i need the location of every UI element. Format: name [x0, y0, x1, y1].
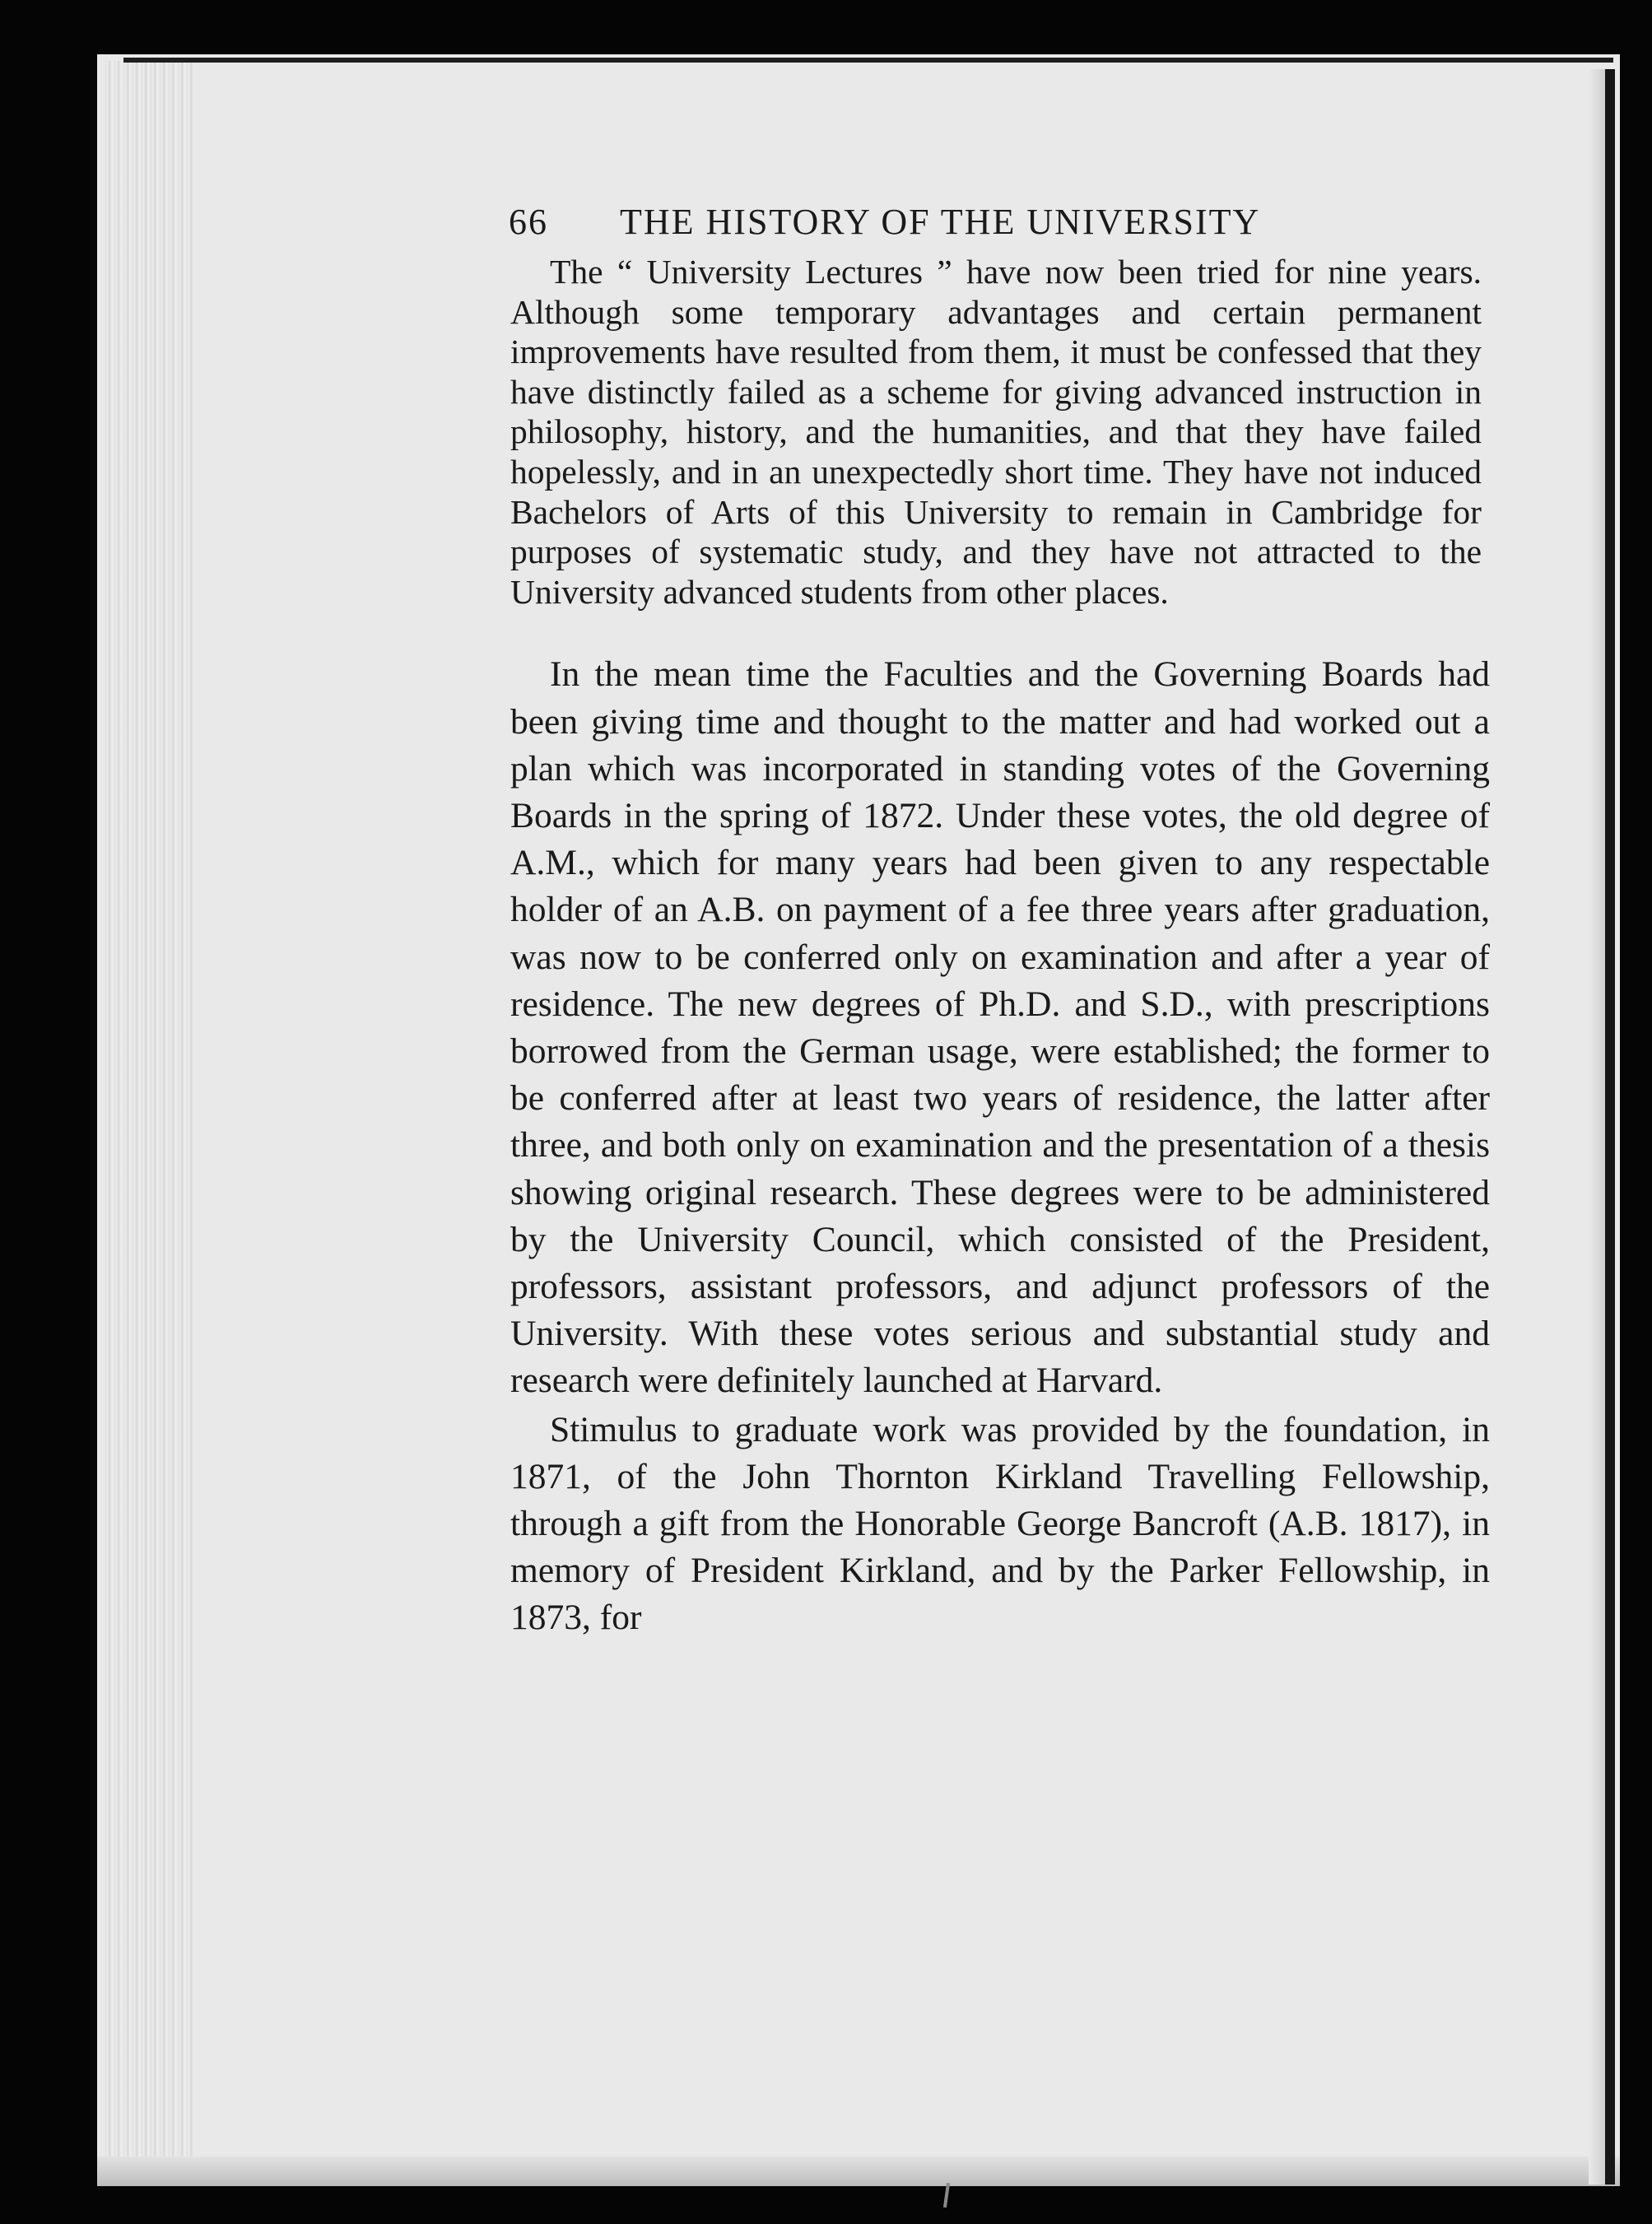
running-head-title: THE HISTORY OF THE UNIVERSITY: [620, 202, 1261, 242]
paragraph-fellowships: Stimulus to graduate work was provided by the foundation, in 1871, of the John Thornton Kirkland Travelling Fellowship, through a gift from the Honorable George Bancroft (A.B. 1817), in memory of President Kirkland, and by the Parker Fellowship, in 1873, for: [510, 1409, 1490, 1638]
running-head: [509, 198, 1490, 252]
scan-artifact-mark: [943, 2183, 950, 2208]
paragraph-university-lectures: The “ University Lectures ” have now been tried for nine years. Although some temporary advantages and certain permanent improvements have resulted from them, it must be confessed that they have distinctly failed as a scheme for giving advanced instruction in philosophy, history, and the humanities, and that they have failed hopelessly, and in an unexpectedly short time. They have not induced Bachelors of Arts of this University to remain in Cambridge for purposes of systematic study, and they have not attracted to the University advanced students from other places.: [510, 253, 1482, 611]
gutter-shadow: [1589, 69, 1605, 2184]
page-number: 66: [509, 202, 548, 242]
page-bottom-shadow: [97, 2157, 1620, 2186]
book-spine-edge: [1605, 69, 1615, 2184]
text-block: [510, 198, 1490, 1642]
paragraph-degrees: In the mean time the Faculties and the Governing Boards had been giving time and thought to the matter and had worked out a plan which was incorporated in standing votes of the Governing Boards in the spring of 1872. Under these votes, the old degree of A.M., which for many years had been given to any respectable holder of an A.B. on payment of a fee three years after graduation, was now to be conferred only on examination and after a year of residence. The new degrees of Ph.D. and S.D., with prescriptions borrowed from the German usage, were established; the former to be conferred after at least two years of residence, the latter after three, and both only on examination and the presentation of a thesis showing original research. These degrees were to be administered by the University Council, which consisted of the President, professors, assistant professors, and adjunct professors of the University. With these votes serious and substantial study and research were definitely launched at Harvard.: [510, 654, 1490, 1401]
page-top-edge: [123, 58, 1613, 63]
page-edge-stack: [105, 61, 193, 2175]
